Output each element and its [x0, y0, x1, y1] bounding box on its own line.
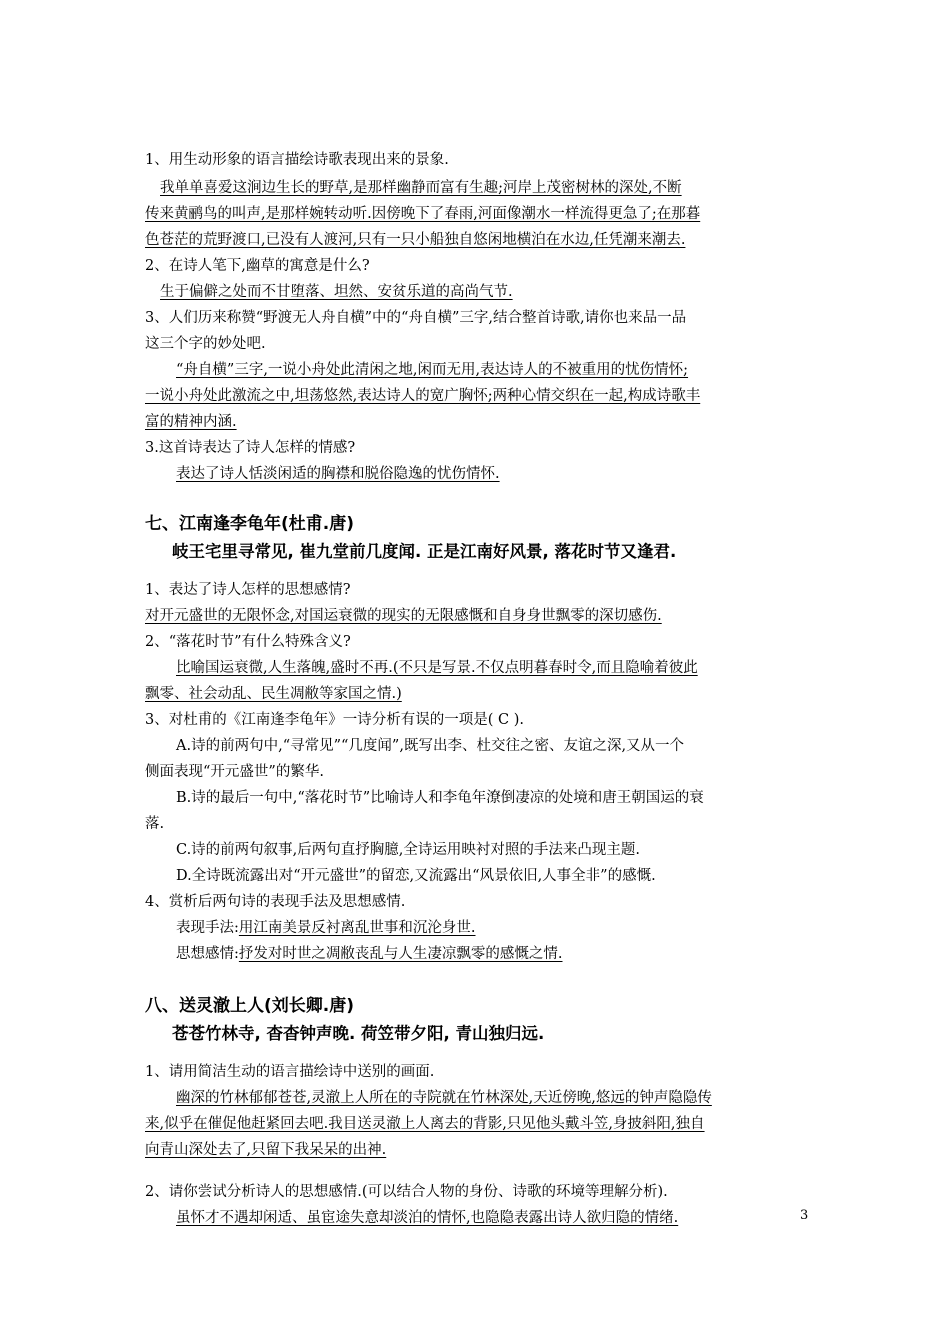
text-line: 3、对杜甫的《江南逢李龟年》一诗分析有误的一项是( C ).: [145, 712, 524, 728]
text-line: 1、请用简洁生动的语言描绘诗中送别的画面.: [145, 1064, 435, 1080]
labeled-answer: [176, 944, 846, 964]
text-line: 飘零、社会动乱、民生凋敝等家国之情.): [145, 686, 402, 702]
text-line: 来,似乎在催促他赶紧回去吧.我目送灵澈上人离去的背影,只见他头戴斗笠,身披斜阳,独自: [145, 1116, 705, 1132]
text-line: A.诗的前两句中,“寻常见”“几度闻”,既写出李、杜交往之密、友谊之深,又从一个: [176, 738, 685, 754]
text-line: 我单单喜爱这涧边生长的野草,是那样幽静而富有生趣;河岸上茂密树林的深处,不断: [160, 180, 682, 196]
text-line: 2、在诗人笔下,幽草的寓意是什么?: [145, 258, 370, 274]
page-number: 3: [800, 1208, 809, 1223]
text-line: D.全诗既流露出对“开元盛世”的留恋,又流露出“风景依旧,人事全非”的感慨.: [176, 868, 656, 884]
text-line: 一说小舟处此激流之中,坦荡悠然,表达诗人的宽广胸怀;两种心情交织在一起,构成诗歌丰: [145, 388, 701, 404]
text-line: 表达了诗人恬淡闲适的胸襟和脱俗隐逸的忧伤情怀.: [176, 466, 500, 482]
poem-text: 岐王宅里寻常见, 崔九堂前几度闻. 正是江南好风景, 落花时节又逢君.: [172, 542, 677, 561]
text-line: 2、请你尝试分析诗人的思想感情.(可以结合人物的身份、诗歌的环境等理解分析).: [145, 1184, 668, 1200]
text-line: 侧面表现“开元盛世”的繁华.: [145, 764, 324, 780]
labeled-answer: [176, 918, 846, 938]
text-line: 对开元盛世的无限怀念,对国运衰微的现实的无限感慨和自身身世飘零的深切感伤.: [145, 608, 662, 624]
text-line: 4、赏析后两句诗的表现手法及思想感情.: [145, 894, 406, 910]
text-line: “舟自横”三字,一说小舟处此清闲之地,闲而无用,表达诗人的不被重用的忧伤情怀;: [176, 362, 689, 378]
text-line: 色苍茫的荒野渡口,已没有人渡河,只有一只小船独自悠闲地横泊在水边,任凭潮来潮去.: [145, 232, 686, 248]
section-heading: 八、送灵澈上人(刘长卿.唐): [145, 996, 354, 1016]
poem-text: 苍苍竹林寺, 杳杳钟声晚. 荷笠带夕阳, 青山独归远.: [172, 1024, 545, 1043]
text-line: B.诗的最后一句中,“落花时节”比喻诗人和李龟年潦倒凄凉的处境和唐王朝国运的衰: [176, 790, 704, 806]
text-line: 1、表达了诗人怎样的思想感情?: [145, 582, 351, 598]
answer-text: 抒发对时世之凋敝丧乱与人生凄凉飘零的感慨之情.: [238, 946, 563, 962]
text-line: 1、用生动形象的语言描绘诗歌表现出来的景象.: [145, 152, 449, 168]
answer-label: 表现手法:: [176, 920, 239, 936]
text-line: C.诗的前两句叙事,后两句直抒胸臆,全诗运用映衬对照的手法来凸现主题.: [176, 842, 641, 858]
text-line: 向青山深处去了,只留下我呆呆的出神.: [145, 1142, 387, 1158]
answer-text: 用江南美景反衬离乱世事和沉沦身世.: [238, 920, 476, 936]
text-line: 传来黄鹂鸟的叫声,是那样婉转动听.因傍晚下了春雨,河面像潮水一样流得更急了;在那暮: [145, 206, 701, 222]
text-line: 生于偏僻之处而不甘堕落、坦然、安贫乐道的高尚气节.: [160, 284, 513, 300]
text-line: 落.: [145, 816, 165, 832]
text-line: 比喻国运衰微,人生落魄,盛时不再.(不只是写景.不仅点明暮春时令,而且隐喻着彼此: [176, 660, 698, 676]
text-line: 3.这首诗表达了诗人怎样的情感?: [145, 440, 356, 456]
section-heading: 七、江南逢李龟年(杜甫.唐): [145, 514, 354, 534]
text-line: 2、“落花时节”有什么特殊含义?: [145, 634, 351, 650]
text-line: 这三个字的妙处吧.: [145, 336, 266, 352]
answer-label: 思想感情:: [176, 946, 239, 962]
text-line: 虽怀才不遇却闲适、虽宦途失意却淡泊的情怀,也隐隐表露出诗人欲归隐的情绪.: [176, 1210, 679, 1226]
text-line: 幽深的竹林郁郁苍苍,灵澈上人所在的寺院就在竹林深处,天近傍晚,悠远的钟声隐隐传: [176, 1090, 712, 1106]
text-line: 3、人们历来称赞“野渡无人舟自横”中的“舟自横”三字,结合整首诗歌,请你也来品一品: [145, 310, 687, 326]
text-line: 富的精神内涵.: [145, 414, 237, 430]
